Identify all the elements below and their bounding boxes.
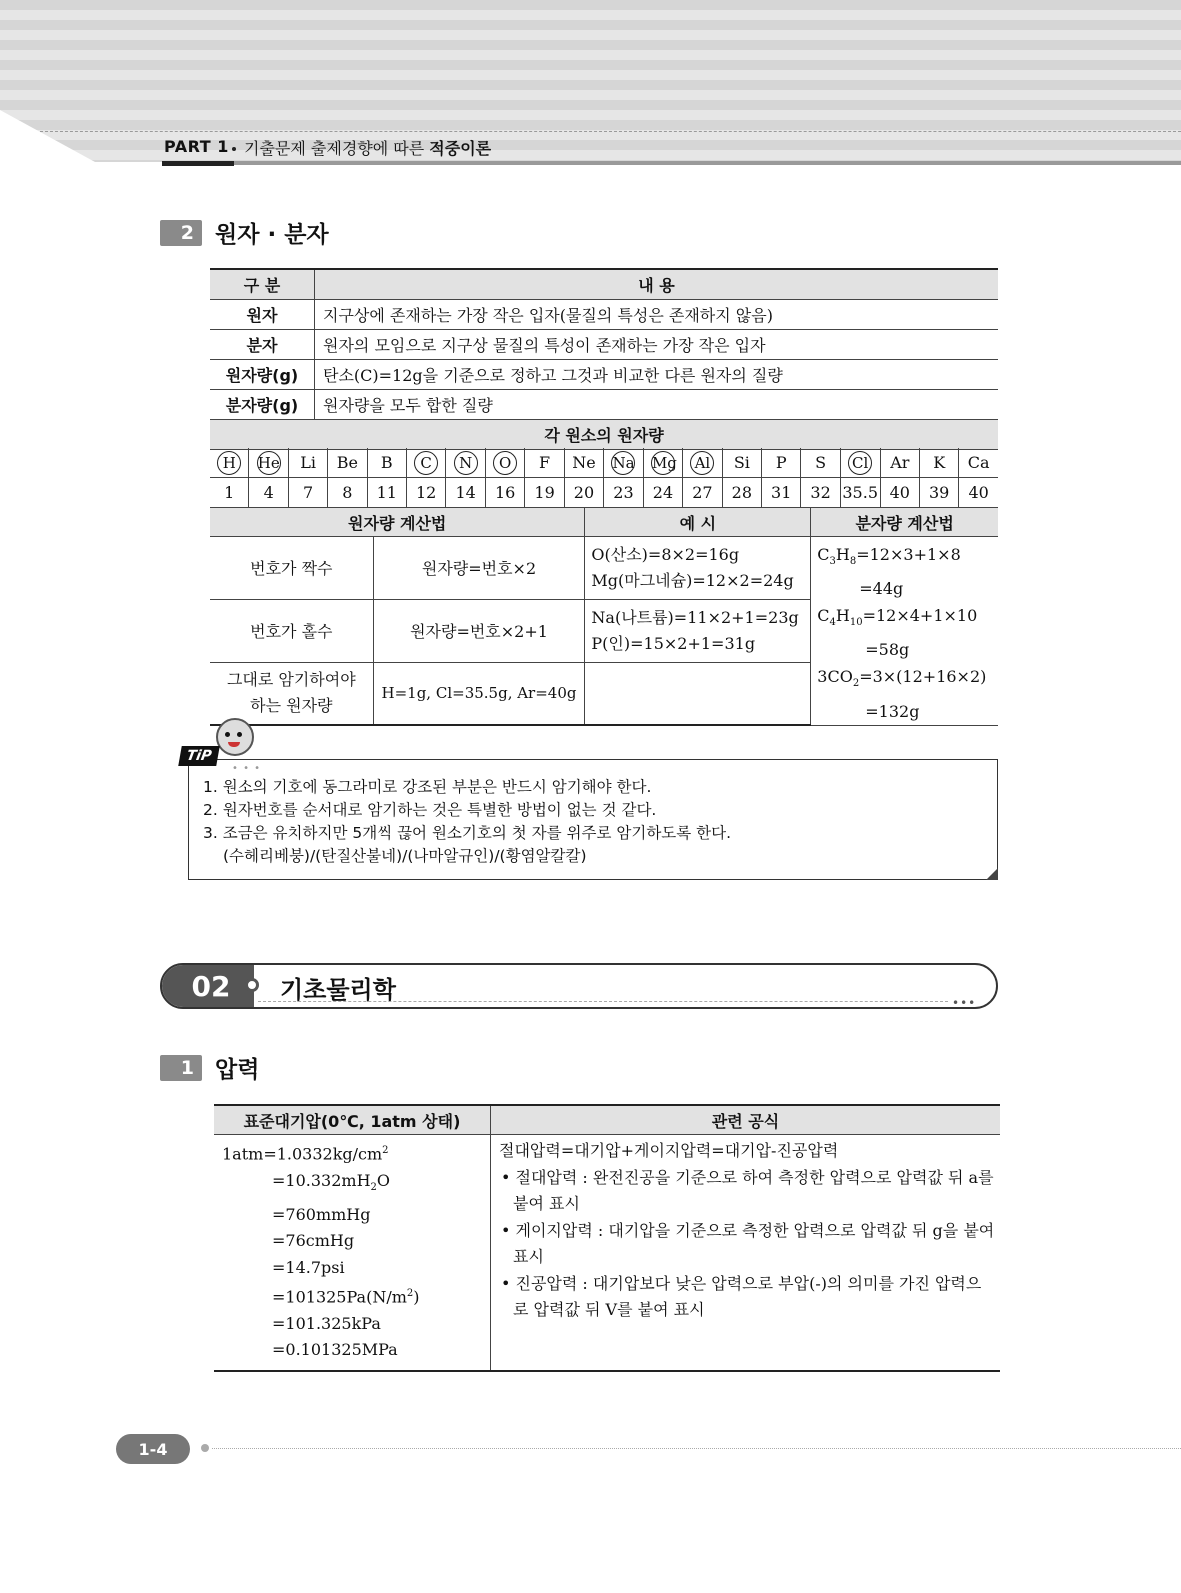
- table-header: 예 시: [585, 508, 811, 537]
- element-symbol: H: [217, 451, 241, 475]
- element-symbol-cell: [762, 448, 801, 478]
- element-symbol: O: [493, 451, 517, 475]
- row-text: 원자의 모임으로 지구상 물질의 특성이 존재하는 가장 작은 입자: [315, 330, 999, 360]
- section-heading-atom: [160, 216, 329, 249]
- section-title: 원자 · 분자: [215, 222, 329, 248]
- part-title: [244, 136, 491, 159]
- element-symbol-cell: [959, 448, 998, 478]
- element-mass: 20: [564, 478, 603, 508]
- row-label: 원자: [210, 300, 315, 330]
- element-mass: 12: [406, 478, 445, 508]
- part-label: PART 1: [164, 137, 229, 156]
- table-row: [214, 1135, 1000, 1371]
- element-mass: 40: [959, 478, 998, 508]
- table-header: 표준대기압(0℃, 1atm 상태): [214, 1105, 491, 1135]
- case-cell: 번호가 짝수: [210, 537, 373, 600]
- part-title-prefix: 기출문제 출제경향에 따른: [244, 139, 430, 158]
- table-header: 내 용: [315, 269, 999, 300]
- case-line: 하는 원자량: [250, 696, 333, 716]
- pressure-value: $1atm=1.0332kg/cm^2$: [222, 1144, 389, 1164]
- tip-line: 1. 원소의 기호에 동그라미로 강조된 부분은 반드시 암기해야 한다.: [203, 778, 652, 796]
- example-cell: [585, 599, 811, 662]
- case-cell: 번호가 홀수: [210, 599, 373, 662]
- element-mass: 7: [288, 478, 327, 508]
- pressure-value: $=101325Pa(N/m^2)$: [272, 1287, 420, 1307]
- chapter-banner: [160, 963, 998, 1009]
- footer-line: [212, 1448, 1181, 1449]
- section-number: 2: [160, 220, 202, 246]
- example-line: Na(나트륨)=11×2+1=23g: [591, 607, 799, 627]
- example-line: P(인)=15×2+1=31g: [591, 633, 756, 653]
- formula-bullet: • 절대압력 : 완전진공을 기준으로 하여 측정한 압력으로 압력값 뒤 a를 붙여 표시: [501, 1167, 994, 1213]
- formula-cell: H=1g, Cl=35.5g, Ar=40g: [373, 662, 585, 725]
- table-header: 원자량 계산법: [210, 508, 585, 537]
- element-symbol-cell: [406, 448, 445, 478]
- formula-main: 절대압력=대기압+게이지압력=대기압-진공압력: [499, 1141, 839, 1160]
- pressure-table: [214, 1104, 1000, 1372]
- row-label: 원자량(g): [210, 360, 315, 390]
- page-number: 1-4: [116, 1434, 190, 1464]
- element-symbol: Ar: [890, 453, 910, 472]
- pressure-value: =101.325kPa: [272, 1313, 381, 1333]
- formula-bullet: • 진공압력 : 대기압보다 낮은 압력으로 부압(-)의 의미를 가진 압력으로 압력값 뒤 V를 붙여 표시: [501, 1273, 982, 1319]
- formula-bullet: • 게이지압력 : 대기압을 기준으로 측정한 압력으로 압력값 뒤 g을 붙여 표시: [501, 1220, 995, 1266]
- element-symbol-cell: [328, 448, 367, 478]
- element-symbol: C: [414, 451, 438, 475]
- element-mass: 40: [880, 478, 919, 508]
- row-label: 분자량(g): [210, 390, 315, 420]
- chapter-divider: [258, 1001, 948, 1002]
- element-symbol-row: [210, 448, 998, 478]
- tip-page-fold: [986, 868, 998, 880]
- pressure-values: [214, 1135, 491, 1371]
- element-symbol-cell: [288, 448, 327, 478]
- tip-content: [203, 776, 731, 868]
- element-symbol: Ca: [967, 453, 990, 472]
- element-mass: 23: [604, 478, 643, 508]
- element-symbol: N: [454, 451, 478, 475]
- header-rule-accent: [162, 161, 234, 166]
- chapter-number: 02: [162, 965, 254, 1007]
- element-symbol-cell: [919, 448, 958, 478]
- chapter-title: 기초물리학: [280, 976, 396, 1004]
- element-symbol-cell: [722, 448, 761, 478]
- molecular-formula: $C_4H_{10}=12\times 4+1\times 10$: [817, 606, 978, 629]
- example-line: Mg(마그네슘)=12×2=24g: [591, 570, 794, 590]
- element-symbol-cell: [249, 448, 288, 478]
- element-mass: 24: [643, 478, 682, 508]
- pressure-formulas: [491, 1135, 1001, 1371]
- molecular-result: =58g: [865, 640, 910, 660]
- element-symbol: K: [933, 453, 946, 472]
- element-mass: 28: [722, 478, 761, 508]
- element-symbol-cell: [485, 448, 524, 478]
- element-mass: 14: [446, 478, 485, 508]
- tip-character-icon: [216, 718, 254, 756]
- chapter-bullet-icon: [245, 978, 259, 992]
- element-symbol-cell: [683, 448, 722, 478]
- element-symbol-cell: [801, 448, 840, 478]
- element-symbol: Mg: [651, 451, 675, 475]
- element-mass: 8: [328, 478, 367, 508]
- tip-line: 3. 조금은 유치하지만 5개씩 끊어 원소기호의 첫 자를 위주로 암기하도록 한다.: [203, 824, 732, 842]
- element-symbol: B: [380, 453, 393, 472]
- element-symbol-cell: [564, 448, 603, 478]
- definition-table: [210, 268, 998, 450]
- table-header: 관련 공식: [491, 1105, 1001, 1135]
- part-title-bold: 적중이론: [429, 139, 492, 158]
- pressure-value: =760mmHg: [272, 1204, 371, 1224]
- element-symbol: Si: [733, 453, 750, 472]
- element-symbol: P: [775, 453, 787, 472]
- element-symbol: Be: [336, 453, 358, 472]
- element-mass: 35.5: [840, 478, 880, 508]
- part-separator-dot: [232, 147, 236, 151]
- element-symbol-cell: [643, 448, 682, 478]
- element-mass: 31: [762, 478, 801, 508]
- table-subheader: 각 원소의 원자량: [210, 420, 998, 450]
- tip-badge: TiP: [178, 746, 220, 766]
- header-divider: [40, 131, 1181, 132]
- row-text: 원자량을 모두 합한 질량: [315, 390, 999, 420]
- row-text: 지구상에 존재하는 가장 작은 입자(물질의 특성은 존재하지 않음): [315, 300, 999, 330]
- section-heading-pressure: [160, 1051, 259, 1084]
- formula-cell: 원자량=번호×2+1: [373, 599, 585, 662]
- element-mass: 27: [683, 478, 722, 508]
- case-line: 그대로 암기하여야: [226, 670, 356, 690]
- table-row: [210, 330, 998, 360]
- molecular-formula: $C_3H_8=12\times 3+1\times 8$: [817, 545, 961, 568]
- element-symbol: Cl: [848, 451, 872, 475]
- element-symbol: F: [539, 453, 551, 472]
- table-row: [210, 390, 998, 420]
- element-symbol-cell: [604, 448, 643, 478]
- element-mass: 1: [210, 478, 249, 508]
- element-symbol-cell: [840, 448, 880, 478]
- pressure-value: =0.101325MPa: [272, 1340, 398, 1360]
- element-symbol-cell: [525, 448, 564, 478]
- calculation-table: [210, 508, 998, 726]
- element-symbol: Ne: [572, 453, 596, 472]
- section-title: 압력: [215, 1057, 260, 1083]
- molecular-formula: $3CO_2=3\times(12+16\times 2)$: [817, 667, 987, 690]
- pressure-value: =14.7psi: [272, 1257, 345, 1277]
- table-row: [210, 360, 998, 390]
- footer-dot: [201, 1444, 209, 1452]
- tip-line: (수헤리베붕)/(탄질산불네)/(나마알규인)/(황염알칼칼): [223, 847, 587, 865]
- header-rule: [162, 161, 1181, 165]
- element-symbol-cell: [210, 448, 249, 478]
- molecular-result: =132g: [865, 701, 920, 721]
- case-cell: [210, 662, 373, 725]
- element-symbol-cell: [880, 448, 919, 478]
- element-symbol-cell: [446, 448, 485, 478]
- element-symbol: Li: [300, 453, 316, 472]
- table-row: [210, 300, 998, 330]
- element-mass-row: [210, 478, 998, 508]
- row-label: 분자: [210, 330, 315, 360]
- element-mass: 39: [919, 478, 958, 508]
- element-mass: 11: [367, 478, 406, 508]
- element-symbol: Na: [611, 451, 635, 475]
- element-symbol: S: [815, 453, 827, 472]
- pressure-value: =76cmHg: [272, 1231, 355, 1251]
- row-text: 탄소(C)=12g을 기준으로 정하고 그것과 비교한 다른 원자의 질량: [315, 360, 999, 390]
- empty-cell: [585, 662, 811, 725]
- chapter-end-dots: •••: [952, 996, 977, 1009]
- element-mass: 32: [801, 478, 840, 508]
- element-mass: 16: [485, 478, 524, 508]
- molecular-cell: [811, 537, 998, 726]
- example-cell: [585, 537, 811, 600]
- section-number: 1: [160, 1055, 202, 1081]
- element-mass: 4: [249, 478, 288, 508]
- table-header: 분자량 계산법: [811, 508, 998, 537]
- molecular-result: =44g: [859, 579, 904, 599]
- element-symbol: Al: [690, 451, 714, 475]
- table-header: 구 분: [210, 269, 315, 300]
- table-row: [210, 537, 998, 600]
- tip-dots: • • •: [232, 763, 262, 774]
- element-symbol: He: [257, 451, 281, 475]
- element-mass-table: [210, 448, 998, 508]
- formula-cell: 원자량=번호×2: [373, 537, 585, 600]
- element-mass: 19: [525, 478, 564, 508]
- example-line: O(산소)=8×2=16g: [591, 544, 740, 564]
- tip-line: 2. 원자번호를 순서대로 암기하는 것은 특별한 방법이 없는 것 같다.: [203, 801, 657, 819]
- element-symbol-cell: [367, 448, 406, 478]
- pressure-value: $=10.332mH_2O$: [272, 1170, 391, 1194]
